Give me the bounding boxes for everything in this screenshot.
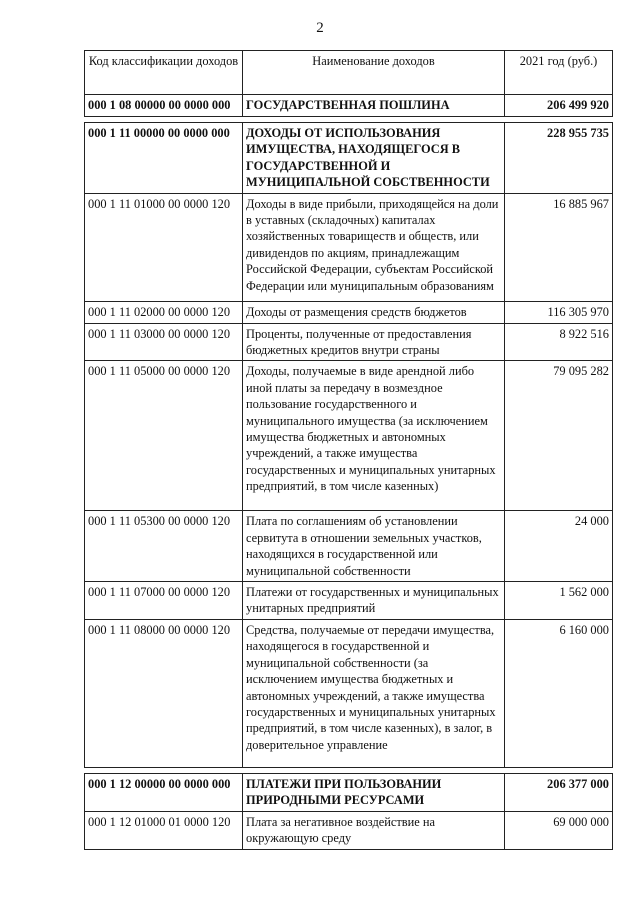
row-value: 79 095 282 xyxy=(505,361,613,511)
row-code: 000 1 11 03000 00 0000 120 xyxy=(85,323,243,361)
row-name: Плата за негативное воздействие на окружающую среду xyxy=(243,811,505,849)
table-row xyxy=(85,773,613,811)
row-value: 6 160 000 xyxy=(505,619,613,767)
row-name: ГОСУДАРСТВЕННАЯ ПОШЛИНА xyxy=(243,95,505,117)
row-value: 16 885 967 xyxy=(505,193,613,301)
row-name: Доходы в виде прибыли, приходящейся на доли в уставных (складочных) капиталах хозяйственных товариществ и обществ, или дивидендов по акциям, принадлежащим Российской Федерации, субъектам Российской Федерации или муниципальным образованиям xyxy=(243,193,505,301)
row-name: ПЛАТЕЖИ ПРИ ПОЛЬЗОВАНИИ ПРИРОДНЫМИ РЕСУРСАМИ xyxy=(243,773,505,811)
row-value: 1 562 000 xyxy=(505,582,613,620)
row-name: Плата по соглашениям об установлении сервитута в отношении земельных участков, находящихся в государственной или муниципальной собственности xyxy=(243,511,505,582)
row-code: 000 1 11 05000 00 0000 120 xyxy=(85,361,243,511)
row-name: Средства, получаемые от передачи имущества, находящегося в государственной и муниципальной собственности (за исключением имущества бюджетных и автономных учреждений, а также имущества государственных и муниципальных унитарных предприятий, в том числе казенных), в залог, в доверительное управление xyxy=(243,619,505,767)
row-code: 000 1 11 08000 00 0000 120 xyxy=(85,619,243,767)
table-row xyxy=(85,323,613,361)
row-name: Платежи от государственных и муниципальных унитарных предприятий xyxy=(243,582,505,620)
row-code: 000 1 12 00000 00 0000 000 xyxy=(85,773,243,811)
row-value: 206 499 920 xyxy=(505,95,613,117)
row-value: 116 305 970 xyxy=(505,301,613,323)
row-name: Доходы от размещения средств бюджетов xyxy=(243,301,505,323)
row-code: 000 1 08 00000 00 0000 000 xyxy=(85,95,243,117)
table-header-row xyxy=(85,51,613,95)
table-row xyxy=(85,193,613,301)
table-row xyxy=(85,511,613,582)
row-value: 206 377 000 xyxy=(505,773,613,811)
row-name: Доходы, получаемые в виде арендной либо иной платы за передачу в возмездное пользование государственного и муниципального имущества (за исключением имущества бюджетных и автономных учреждений, а также имущества государственных и муниципальных унитарных предприятий, в том числе казенных) xyxy=(243,361,505,511)
row-code: 000 1 11 05300 00 0000 120 xyxy=(85,511,243,582)
row-code: 000 1 12 01000 01 0000 120 xyxy=(85,811,243,849)
table-row xyxy=(85,582,613,620)
row-code: 000 1 11 00000 00 0000 000 xyxy=(85,123,243,194)
row-code: 000 1 11 02000 00 0000 120 xyxy=(85,301,243,323)
table-row xyxy=(85,361,613,511)
row-value: 69 000 000 xyxy=(505,811,613,849)
row-value: 228 955 735 xyxy=(505,123,613,194)
table-row xyxy=(85,123,613,194)
page-number: 2 xyxy=(316,20,324,36)
row-value: 24 000 xyxy=(505,511,613,582)
table-row xyxy=(85,301,613,323)
table-row xyxy=(85,811,613,849)
table-row xyxy=(85,95,613,117)
revenue-table xyxy=(84,50,613,850)
row-name: ДОХОДЫ ОТ ИСПОЛЬЗОВАНИЯ ИМУЩЕСТВА, НАХОДЯЩЕГОСЯ В ГОСУДАРСТВЕННОЙ И МУНИЦИПАЛЬНОЙ СОБСТВЕННОСТИ xyxy=(243,123,505,194)
table-row xyxy=(85,619,613,767)
row-code: 000 1 11 01000 00 0000 120 xyxy=(85,193,243,301)
header-year: 2021 год (руб.) xyxy=(505,51,613,95)
header-code: Код классификации доходов xyxy=(85,51,243,95)
row-code: 000 1 11 07000 00 0000 120 xyxy=(85,582,243,620)
row-name: Проценты, полученные от предоставления бюджетных кредитов внутри страны xyxy=(243,323,505,361)
header-name: Наименование доходов xyxy=(243,51,505,95)
row-value: 8 922 516 xyxy=(505,323,613,361)
